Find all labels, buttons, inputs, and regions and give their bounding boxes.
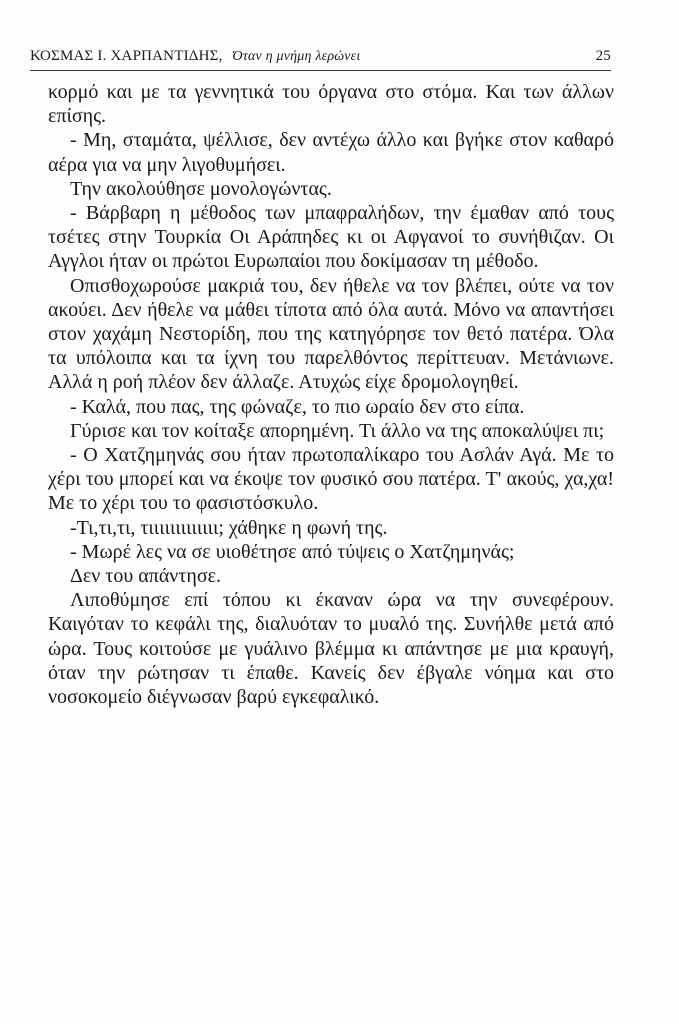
- paragraph: - Ο Χατζημηνάς σου ήταν πρωτοπαλίκαρο του Ασλάν Αγά. Με το χέρι του μπορεί και να έκοψε τον φυσικό σου πατέρα. Τ' ακούς, χα,χα! Με το χέρι του το φασιστόσκυλο.: [48, 444, 614, 515]
- paragraph: - Μωρέ λες να σε υιοθέτησε από τύψεις ο Χατζημηνάς;: [70, 540, 515, 563]
- body-text: [48, 80, 614, 709]
- paragraph: - Βάρβαρη η μέθοδος των μπαφραλήδων, την έμαθαν από τους τσέτες στην Τουρκία Οι Αράπηδες κι οι Αφγανοί το συνήθιζαν. Οι Αγγλοι ήταν οι πρώτοι Ευρωπαίοι που δοκίμασαν τη μέθοδο.: [48, 202, 614, 273]
- paragraph: - Καλά, που πας, της φώναζε, το πιο ωραίο δεν στο είπα.: [70, 395, 525, 418]
- header-book-title: Όταν η μνήμη λερώνει: [232, 49, 361, 64]
- header-author: ΚΟΣΜΑΣ Ι. ΧΑΡΠΑΝΤΙΔΗΣ,: [30, 48, 223, 64]
- paragraph: Δεν του απάντησε.: [70, 565, 222, 588]
- paragraph: Την ακολούθησε μονολογώντας.: [70, 177, 332, 200]
- paragraph: Οπισθοχωρούσε μακριά του, δεν ήθελε να τον βλέπει, ούτε να τον ακούει. Δεν ήθελε να μάθει τίποτα από όλα αυτά. Μόνο να απαντήσει στον χαχάμη Νεστορίδη, που της κατηγόρησε τον θετό πατέρα. Όλα τα υπόλοιπα και τα ίχνη του παρελθόντος περίττευαν. Μετάνιωνε. Αλλά η ροή πλέον δεν άλλαζε. Ατυχώς είχε δρομολογηθεί.: [48, 274, 614, 394]
- paragraph: Γύρισε και τον κοίταξε απορημένη. Τι άλλο να της αποκαλύψει πι;: [70, 419, 605, 442]
- paragraph: - Μη, σταμάτα, ψέλλισε, δεν αντέχω άλλο και βγήκε στον καθαρό αέρα για να μην λιγοθυμήσει.: [48, 129, 614, 176]
- page-number: 25: [595, 48, 611, 64]
- paragraph: κορμό και με τα γεννητικά του όργανα στο στόμα. Και των άλλων επίσης.: [48, 81, 614, 128]
- running-header: [30, 44, 611, 71]
- paragraph: -Τι,τι,τι, τιιιιιιιιιιιιι; χάθηκε η φωνή της.: [70, 516, 388, 539]
- paragraph: Λιποθύμησε επί τόπου κι έκαναν ώρα να την συνεφέρουν. Καιγόταν το κεφάλι της, διαλυόταν το μυαλό της. Συνήλθε μετά από ώρα. Τους κοιτούσε με γυάλινο βλέμμα κι απάντησε με μια κραυγή, όταν την ρώτησαν τι έπαθε. Κανείς δεν έβγαλε νόημα και στο νοσοκομείο διέγνωσαν βαρύ εγκεφαλικό.: [48, 589, 614, 709]
